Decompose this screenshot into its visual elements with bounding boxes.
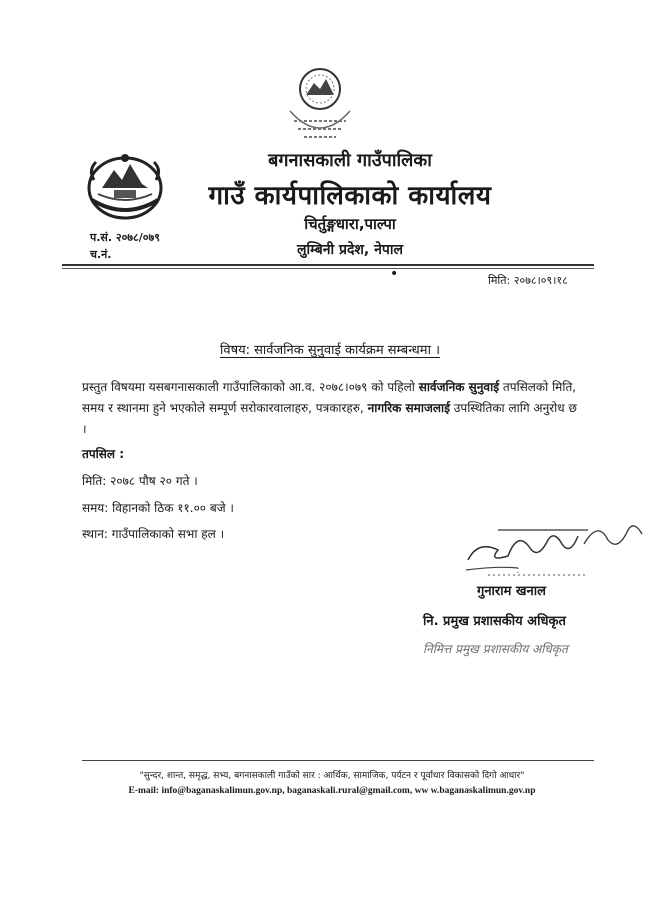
municipality-seal-icon xyxy=(280,65,360,150)
details-date: मिति: २०७८ पौष २० गते । xyxy=(82,474,198,488)
body-text: प्रस्तुत विषयमा यसबगनासकाली गाउँपालिकाको आ.व. २०७८।०७९ को पहिलो xyxy=(82,380,419,394)
body-emphasis: नागरिक समाजलाई xyxy=(367,401,450,415)
header-municipality-name: बगनासकाली गाउँपालिका xyxy=(268,150,432,171)
footer-contact: E-mail: info@baganaskalimun.gov.np, baganaskali.rural@gmail.com, ww w.baganaskalimun.gov.np xyxy=(128,786,536,796)
dot-mark: • xyxy=(390,266,399,282)
letter-number: प.सं. २०७८/०७९ xyxy=(90,231,160,244)
dispatch-number: च.नं. xyxy=(90,248,112,261)
header-province: लुम्बिनी प्रदेश, नेपाल xyxy=(297,242,403,258)
reference-block xyxy=(90,229,160,263)
signatory-name: गुनाराम खनाल xyxy=(477,584,546,599)
footer-motto: "सुन्दर, शान्त, समृद्ध, सभ्य, बगनासकाली गाउँको सार : आर्थिक, सामाजिक, पर्यटन र पूर्वाधार विकासको दिगो आधार" xyxy=(139,771,525,781)
letter-date: मिति: २०७८।०९।१८ xyxy=(488,274,568,287)
handwritten-signature-icon xyxy=(458,500,658,580)
footer-divider xyxy=(82,760,594,761)
details-place: स्थान: गाउँपालिकाको सभा हल । xyxy=(82,527,225,541)
body-emphasis: सार्वजनिक सुनुवाई xyxy=(418,380,500,394)
header-office-name: गाउँ कार्यपालिकाको कार्यालय xyxy=(208,181,492,211)
letter-body xyxy=(82,377,582,440)
details-heading: तपसिल : xyxy=(82,447,124,461)
signatory-designation: नि. प्रमुख प्रशासकीय अधिकृत xyxy=(423,614,566,629)
header-divider-thin xyxy=(62,268,594,269)
header-address: चिर्तुङ्गधारा,पाल्पा xyxy=(304,215,396,233)
details-time: समय: विहानको ठिक ११.०० बजे । xyxy=(82,501,234,515)
header-divider xyxy=(62,264,594,266)
body-text: उपस्थितिका लागि अनुरोध छ । xyxy=(82,401,577,436)
signatory-stamp: निमित्त प्रमुख प्रशासकीय अधिकृत xyxy=(423,642,568,656)
body-text: तपसिलको मिति, समय र स्थानमा हुने भएकोले सम्पूर्ण सरोकारवालाहरु, पत्रकारहरु, xyxy=(82,380,577,415)
letter-subject: विषय: सार्वजनिक सुनुवाई कार्यक्रम सम्बन्धमा । xyxy=(219,343,441,358)
